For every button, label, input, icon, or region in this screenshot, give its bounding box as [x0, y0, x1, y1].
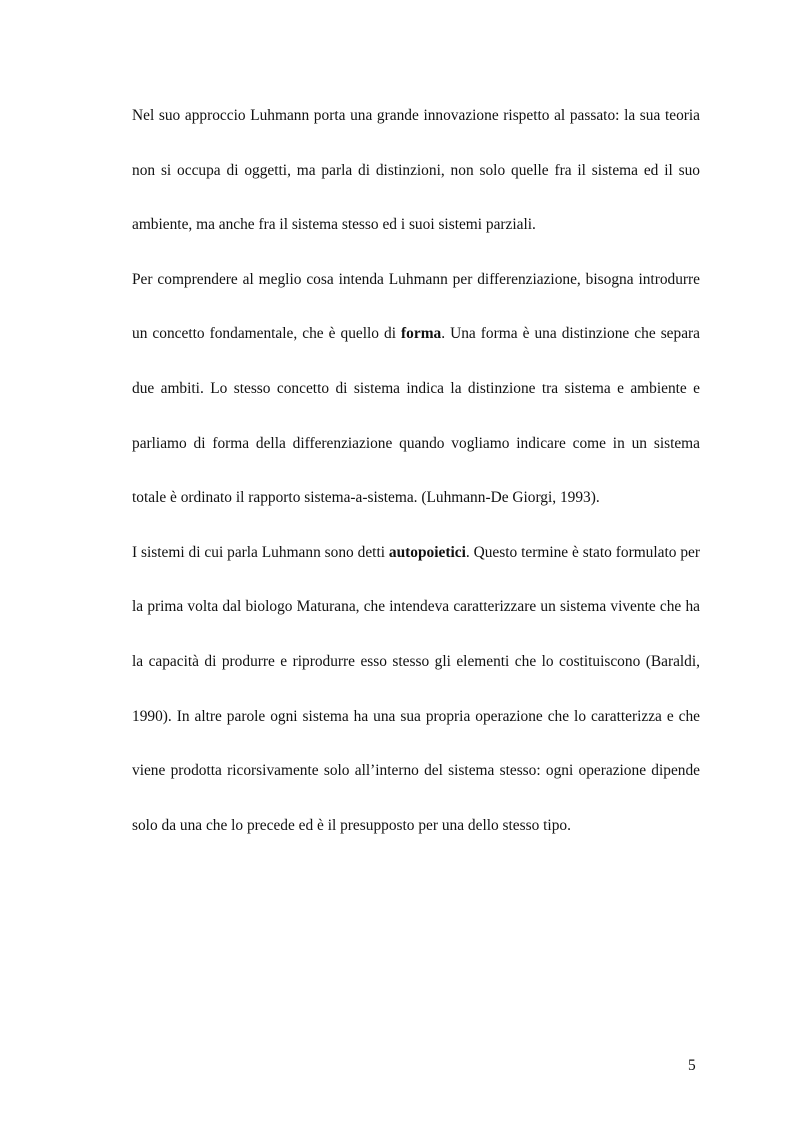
paragraph-text-before: Per comprendere al meglio cosa intenda Luhmann per differenziazione, bisogna introdurre un concetto fondamentale, che è quello di [132, 270, 700, 343]
bold-term-autopoietici: autopoietici [388, 543, 466, 561]
paragraph-text-before: I sistemi di cui parla Luhmann sono detti [132, 543, 389, 561]
paragraph-text-after: . Una forma è una distinzione che separa due ambiti. Lo stesso concetto di sistema indica la distinzione tra sistema e ambiente e parliamo di forma della differenziazione quando vogliamo indicare come in un sistema totale è ordinato il rapporto sistema-a-sistema. (Luhmann-De Giorgi, 1993). [132, 325, 700, 507]
paragraph-luhmann-approach [132, 89, 700, 253]
paragraph-autopoietic-systems [132, 526, 700, 854]
body-text [132, 89, 700, 853]
paragraph-text-after: . Questo termine è stato formulato per la prima volta dal biologo Maturana, che intendeva caratterizzare un sistema vivente che ha la capacità di produrre e riprodurre esso stesso gli elementi che lo costituiscono (Baraldi, 1990). In altre parole ogni sistema ha una sua propria operazione che lo caratterizza e che viene prodotta ricorsivamente solo all’interno del sistema stesso: ogni operazione dipende solo da una che lo precede ed è il presupposto per una dello stesso tipo. [132, 543, 700, 834]
paragraph-text: Nel suo approccio Luhmann porta una grande innovazione rispetto al passato: la sua teoria non si occupa di oggetti, ma parla di distinzioni, non solo quelle fra il sistema ed il suo ambiente, ma anche fra il sistema stesso ed i suoi sistemi parziali. [132, 107, 700, 234]
paragraph-form-concept [132, 253, 700, 526]
page-number: 5 [688, 1057, 696, 1074]
bold-term-forma: forma [401, 325, 442, 343]
